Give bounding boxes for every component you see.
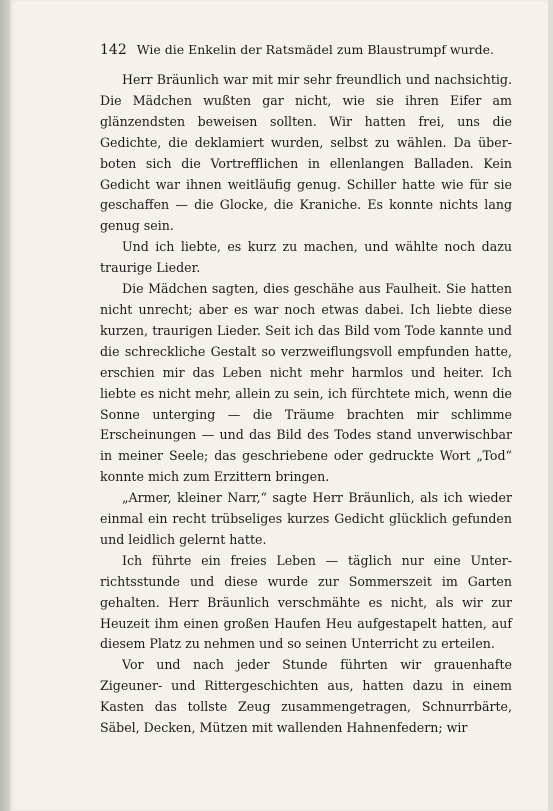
paragraph: Ich führte ein freies Leben — täglich nur eine Unterrichtsstunde und diese wurde zur Sommerszeit im Garten gehalten. Herr Bräunlich verschmähte es nicht, als wir zur Heuzeit ihm einen großen Haufen Heu aufgestapelt hatten, auf diesem Platz zu nehmen und so seinen Unterricht zu erteilen. xyxy=(100,552,512,652)
paragraph: Und ich liebte, es kurz zu machen, und wählte noch dazu traurige Lieder. xyxy=(100,239,512,276)
paragraph: Vor und nach jeder Stunde führten wir grauenhafte Zigeuner- und Rittergeschichten aus, hatten dazu in einem Kasten das tollste Zeug zusammengetragen, Schnurrbärte, Säbel, Decken, Mützen mit wallenden Hahnenfedern; wir xyxy=(100,657,512,736)
paragraph: Die Mädchen sagten, dies geschähe aus Faulheit. Sie hatten nicht unrecht; aber es war noch etwas dabei. Ich liebte diese kurzen, traurigen Lieder. Seit ich das Bild vom Tode kannte und die schreckliche Gestalt so verzweiflungsvoll empfunden hatte, erschien mir das Leben nicht mehr harmlos und heiter. Ich liebte es nicht mehr, allein zu sein, ich fürchtete mich, wenn die Sonne unterging — die Träume brachten mir schlimme Erscheinungen — und das Bild des Todes stand unverwischbar in meiner Seele; das geschriebene oder gedruckte Wort „Tod“ konnte mich zum Erzittern bringen. xyxy=(100,281,512,485)
paragraph: Herr Bräunlich war mit mir sehr freundlich und nachsichtig. Die Mädchen wußten gar nicht, wie sie ihren Eifer am glänzendsten beweisen sollten. Wir hatten frei, uns die Gedichte, die deklamiert wurden, selbst zu wählen. Da überboten sich die Vortrefflichen in ellenlangen Balladen. Kein Gedicht war ihnen weitläufig genug. Schiller hatte wie für sie geschaffen — die Glocke, die Kraniche. Es konnte nichts lang genug sein. xyxy=(100,72,512,234)
paragraph: „Armer, kleiner Narr,“ sagte Herr Bräunlich, als ich wieder einmal ein recht trübseliges kurzes Gedicht glücklich gefunden und leidlich gelernt hatte. xyxy=(100,490,512,547)
body-text xyxy=(100,70,512,739)
running-title: Wie die Enkelin der Ratsmädel zum Blaustrumpf wurde. xyxy=(136,42,495,57)
page-header xyxy=(100,42,520,58)
page-number: 142 xyxy=(100,42,127,58)
